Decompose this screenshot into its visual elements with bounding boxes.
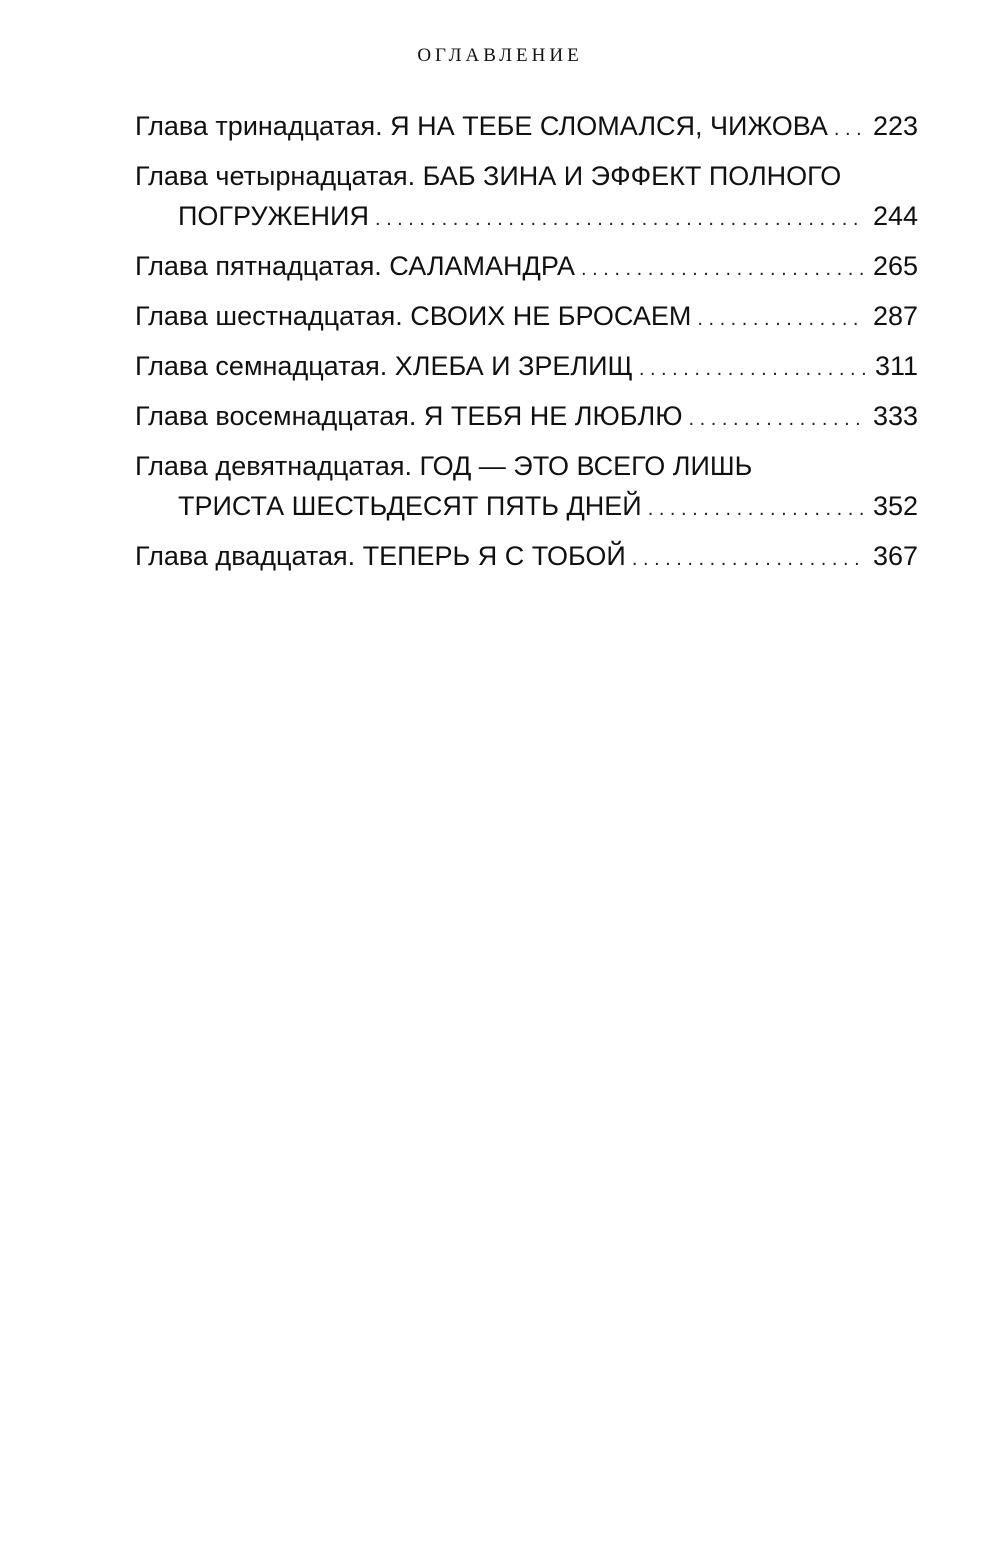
toc-page-number: 287 xyxy=(872,301,918,331)
dot-leader xyxy=(648,489,865,529)
toc-page-number: 244 xyxy=(872,201,918,231)
toc-entry-line xyxy=(135,106,918,149)
toc-entry xyxy=(135,246,918,289)
toc-entry-line xyxy=(135,196,918,239)
toc-entry-title: Глава двадцатая. ТЕПЕРЬ Я С ТОБОЙ xyxy=(135,541,626,571)
toc-entry-line xyxy=(135,536,918,579)
running-head: ОГЛАВЛЕНИЕ xyxy=(417,45,583,66)
dot-leader xyxy=(639,349,867,389)
dot-leader xyxy=(834,109,865,149)
toc-page-number: 311 xyxy=(874,351,918,381)
toc-page-number: 352 xyxy=(872,491,918,521)
toc-entry xyxy=(135,106,918,149)
dot-leader xyxy=(581,249,865,289)
toc-entry xyxy=(135,156,918,239)
toc-entry xyxy=(135,536,918,579)
dot-leader xyxy=(697,299,865,339)
dot-leader xyxy=(688,399,864,439)
toc-entry-title: Глава восемнадцатая. Я ТЕБЯ НЕ ЛЮБЛЮ xyxy=(135,401,683,431)
toc-entry-title: Глава девятнадцатая. ГОД — ЭТО ВСЕГО ЛИШЬ xyxy=(135,451,753,481)
toc-entry-line xyxy=(135,346,918,389)
toc-entry-title: Глава тринадцатая. Я НА ТЕБЕ СЛОМАЛСЯ, ЧИЖОВА xyxy=(135,111,828,141)
toc-entry-title: Глава шестнадцатая. СВОИХ НЕ БРОСАЕМ xyxy=(135,301,692,331)
toc-page-number: 265 xyxy=(872,251,918,281)
toc-entry-title-continued: ПОГРУЖЕНИЯ xyxy=(178,201,369,231)
toc-entry-line xyxy=(135,486,918,529)
toc-page-number: 333 xyxy=(872,401,918,431)
toc-page-number: 367 xyxy=(872,541,918,571)
toc-entry xyxy=(135,296,918,339)
dot-leader xyxy=(632,539,865,579)
toc-entry xyxy=(135,446,918,529)
toc-entry-title: Глава семнадцатая. ХЛЕБА И ЗРЕЛИЩ xyxy=(135,351,633,381)
toc-entry-title: Глава четырнадцатая. БАБ ЗИНА И ЭФФЕКТ ПОЛНОГО xyxy=(135,161,842,191)
table-of-contents xyxy=(135,106,918,586)
toc-entry-line xyxy=(135,246,918,289)
toc-entry-line xyxy=(135,296,918,339)
dot-leader xyxy=(375,199,865,239)
toc-page-number: 223 xyxy=(872,111,918,141)
toc-entry xyxy=(135,346,918,389)
toc-entry-title-continued: ТРИСТА ШЕСТЬДЕСЯТ ПЯТЬ ДНЕЙ xyxy=(178,491,642,521)
toc-entry-line xyxy=(135,396,918,439)
toc-entry-title: Глава пятнадцатая. САЛАМАНДРА xyxy=(135,251,576,281)
toc-entry xyxy=(135,396,918,439)
